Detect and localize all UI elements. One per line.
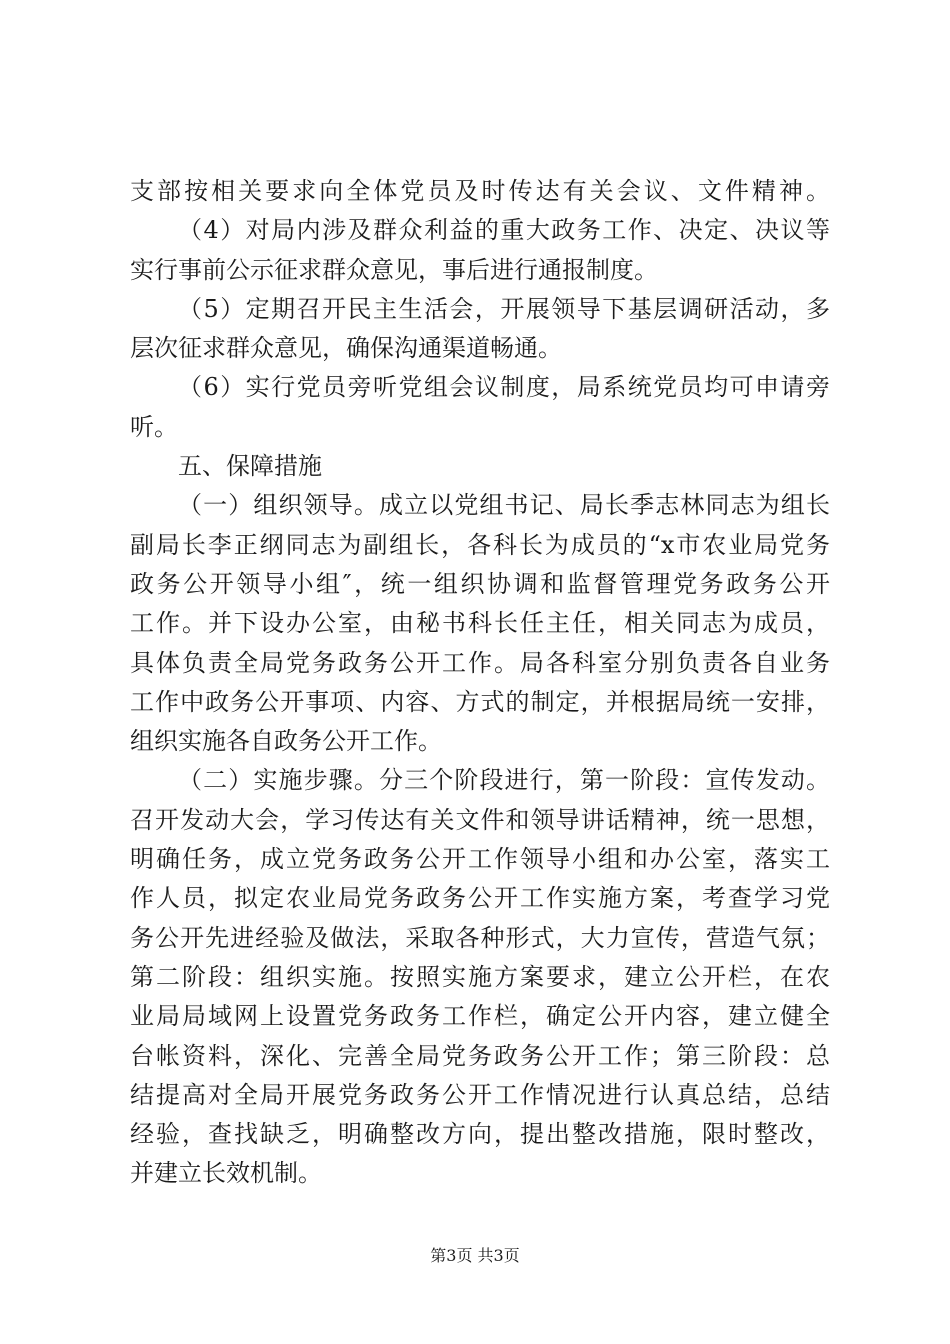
text-line: 召开发动大会，学习传达有关文件和领导讲话精神，统一思想， xyxy=(130,805,830,834)
text-line: 结提高对全局开展党务政务公开工作情况进行认真总结，总结 xyxy=(130,1080,830,1109)
text-line: 政务公开领导小组″，统一组织协调和监督管理党务政务公开 xyxy=(130,569,830,598)
text-line: （一）组织领导。成立以党组书记、局长季志林同志为组长 xyxy=(178,491,830,520)
text-line: 务公开先进经验及做法，采取各种形式，大力宣传，营造气氛； xyxy=(130,923,830,952)
text-line: 副局长李正纲同志为副组长，各科长为成员的“x市农业局党务 xyxy=(130,530,830,559)
text-line: （二）实施步骤。分三个阶段进行，第一阶段：宣传发动。 xyxy=(178,766,830,795)
text-line: 实行事前公示征求群众意见，事后进行通报制度。 xyxy=(130,255,658,284)
text-line: 台帐资料，深化、完善全局党务政务公开工作；第三阶段：总 xyxy=(130,1041,830,1070)
text-line: 听。 xyxy=(130,412,178,441)
text-line: 工作中政务公开事项、内容、方式的制定，并根据局统一安排， xyxy=(130,687,830,716)
text-line: （6）实行党员旁听党组会议制度，局系统党员均可申请旁 xyxy=(178,373,830,402)
text-line: （5）定期召开民主生活会，开展领导下基层调研活动，多 xyxy=(178,294,830,323)
text-line: 经验，查找缺乏，明确整改方向，提出整改措施，限时整改， xyxy=(130,1120,830,1149)
text-line: 支部按相关要求向全体党员及时传达有关会议、文件精神。 xyxy=(130,177,830,205)
text-line: （4）对局内涉及群众利益的重大政务工作、决定、决议等 xyxy=(178,216,830,245)
text-line: 明确任务，成立党务政务公开工作领导小组和办公室，落实工 xyxy=(130,845,830,874)
text-line: 第二阶段：组织实施。按照实施方案要求，建立公开栏，在农 xyxy=(130,962,830,991)
text-line: 组织实施各自政务公开工作。 xyxy=(130,727,442,756)
text-line: 具体负责全局党务政务公开工作。局各科室分别负责各自业务 xyxy=(130,648,830,677)
document-body xyxy=(130,172,830,1194)
text-line: 并建立长效机制。 xyxy=(130,1159,322,1188)
text-line: 业局局域网上设置党务政务工作栏，确定公开内容，建立健全 xyxy=(130,1002,830,1031)
section-heading: 五、保障措施 xyxy=(178,452,322,481)
text-line: 作人员，拟定农业局党务政务公开工作实施方案，考查学习党 xyxy=(130,884,830,913)
text-line: 工作。并下设办公室，由秘书科长任主任，相关同志为成员， xyxy=(130,609,830,638)
text-line: 层次征求群众意见，确保沟通渠道畅通。 xyxy=(130,334,562,363)
page-number-footer: 第3页 共3页 xyxy=(430,1246,520,1265)
